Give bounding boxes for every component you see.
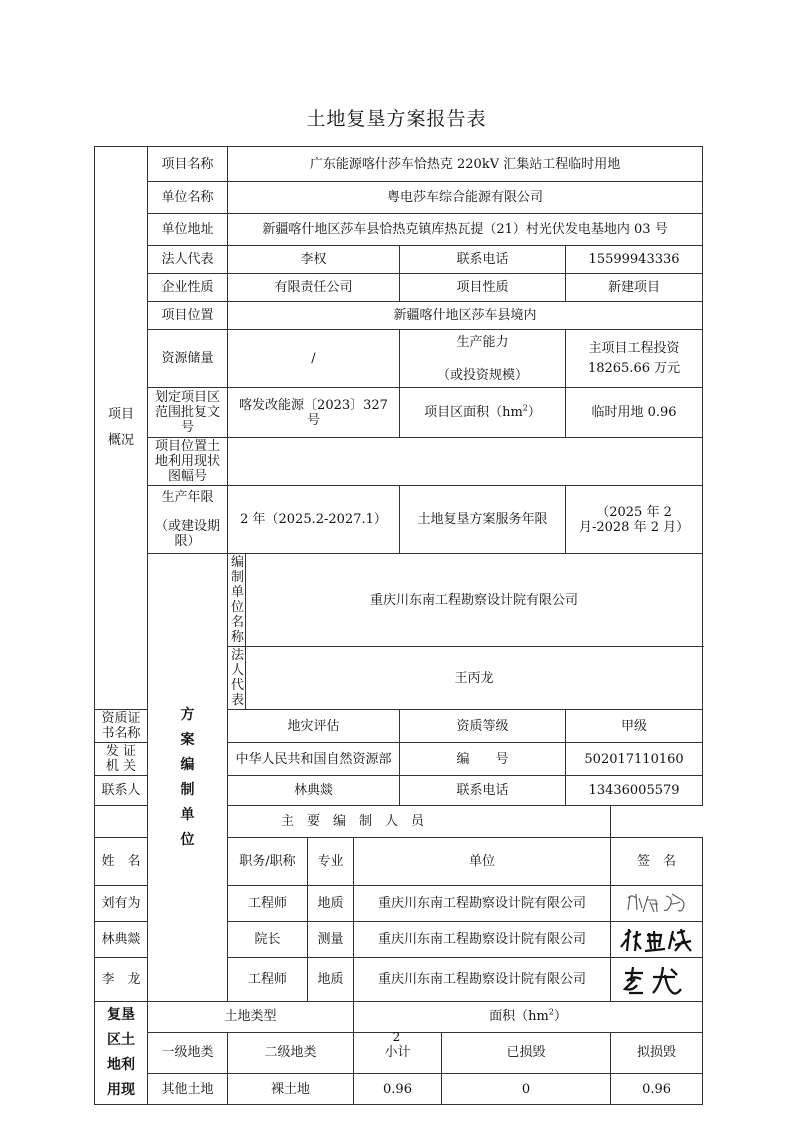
capacity-value-line1: 主项目工程投资 (588, 341, 680, 356)
land-type-header: 土地类型 (148, 1002, 354, 1033)
project-name-value: 广东能源喀什莎车恰热克 220kV 汇集站工程临时用地 (228, 147, 703, 182)
service-label: 土地复垦方案服务年限 (400, 486, 566, 554)
area-value: 临时用地 0.96 (566, 388, 703, 438)
project-nature-label: 项目性质 (400, 274, 566, 302)
service-value: （2025 年 2 月-2028 年 2 月） (566, 486, 703, 554)
staff-title: 工程师 (228, 958, 308, 1002)
unit-address-label: 单位地址 (148, 214, 228, 246)
col-unit: 单位 (354, 838, 611, 886)
level1-header: 一级地类 (148, 1032, 228, 1073)
staff-name: 林典燚 (95, 922, 148, 958)
contact-phone-value: 13436005579 (566, 776, 703, 806)
cert-value: 地灾评估 (228, 710, 400, 743)
area-label (400, 388, 566, 438)
row-unit-address (95, 214, 703, 246)
col-name: 姓 名 (95, 838, 148, 886)
issuer-value: 中华人民共和国自然资源部 (228, 743, 400, 776)
staff-signature (611, 958, 703, 1002)
approval-value: 喀发改能源〔2023〕327 号 (228, 388, 400, 438)
level2-header: 二级地类 (228, 1032, 354, 1073)
staff-major: 地质 (308, 886, 354, 922)
area-label-superscript: 2 (522, 403, 528, 413)
resource-label: 资源储量 (148, 330, 228, 388)
staff-major: 地质 (308, 958, 354, 1002)
section-land-use (95, 1002, 148, 1105)
area-header-superscript: 2 (548, 1008, 554, 1018)
section-label: 方案编制单位 (180, 706, 195, 848)
unit-name-value: 粤电莎车综合能源有限公司 (228, 182, 703, 214)
section-project-overview (95, 147, 148, 710)
subtotal-header: 小计 (354, 1032, 442, 1073)
approval-label: 划定项目区范围批复文号 (148, 388, 228, 438)
location-value: 新疆喀什地区莎车县境内 (228, 302, 703, 330)
contact-value: 林典燚 (228, 776, 400, 806)
section-label: 项目概况 (107, 407, 134, 448)
contact-label: 联系人 (95, 776, 148, 806)
staff-title: 院长 (228, 922, 308, 958)
grade-label: 资质等级 (400, 710, 566, 743)
resource-value: / (228, 330, 400, 388)
reclamation-form-table (94, 146, 703, 1105)
period-value: 2 年（2025.2-2027.1） (228, 486, 400, 554)
row-project-name (95, 147, 703, 182)
org-value: 重庆川东南工程勘察设计院有限公司 (246, 554, 703, 647)
project-nature-value: 新建项目 (566, 274, 703, 302)
section-label: 复垦区土地利用现 (107, 1007, 135, 1098)
signature-image (622, 890, 692, 918)
grade-value: 甲级 (566, 710, 703, 743)
page-number: 2 (392, 1030, 401, 1044)
area-label-close: ） (527, 405, 541, 420)
staff-name: 刘有为 (95, 886, 148, 922)
row-unit-name (95, 182, 703, 214)
row-period (95, 486, 703, 554)
row-land-header (95, 1002, 703, 1033)
col-sign: 签 名 (611, 838, 703, 886)
phone-label: 联系电话 (400, 246, 566, 274)
row-location (95, 302, 703, 330)
land-damaged: 0 (442, 1074, 611, 1105)
land-level1: 其他土地 (148, 1074, 228, 1105)
area-header (354, 1002, 703, 1033)
page-title: 土地复垦方案报告表 (306, 108, 487, 130)
capacity-value (566, 330, 703, 388)
signature-image (617, 925, 697, 955)
col-title: 职务/职称 (228, 838, 308, 886)
row-legal-rep (95, 246, 703, 274)
area-label-text: 项目区面积（hm (424, 405, 523, 420)
legal-rep-label: 法人代表 (148, 246, 228, 274)
legal-rep-value: 李权 (228, 246, 400, 274)
land-level2: 裸土地 (228, 1074, 354, 1105)
land-planned: 0.96 (611, 1074, 703, 1105)
capacity-label-line1: 生产能力 (456, 334, 509, 350)
area-header-text: 面积（hm (489, 1009, 549, 1025)
signature-image (617, 963, 697, 997)
damaged-header: 已损毁 (442, 1032, 611, 1073)
number-label: 编 号 (400, 743, 566, 776)
staff-name: 李 龙 (95, 958, 148, 1002)
enterprise-type-label: 企业性质 (148, 274, 228, 302)
staff-title: 工程师 (228, 886, 308, 922)
project-name-label: 项目名称 (148, 147, 228, 182)
phone-value: 15599943336 (566, 246, 703, 274)
cert-label: 资质证书名称 (95, 710, 148, 743)
location-label: 项目位置 (148, 302, 228, 330)
row-resource (95, 330, 703, 388)
staff-header: 主 要 编 制 人 员 (95, 806, 611, 838)
unit-address-value: 新疆喀什地区莎车县恰热克镇库热瓦提（21）村光伏发电基地内 03 号 (228, 214, 703, 246)
staff-unit: 重庆川东南工程勘察设计院有限公司 (354, 922, 611, 958)
row-org (95, 554, 703, 647)
land-subtotal: 0.96 (354, 1074, 442, 1105)
unit-name-label: 单位名称 (148, 182, 228, 214)
enterprise-type-value: 有限责任公司 (228, 274, 400, 302)
staff-unit: 重庆川东南工程勘察设计院有限公司 (354, 886, 611, 922)
row-map (95, 438, 703, 486)
number-value: 502017110160 (566, 743, 703, 776)
period-label-line2: （或建设期限） (154, 519, 220, 549)
capacity-label (400, 330, 566, 388)
planned-header: 拟损毁 (611, 1032, 703, 1073)
issuer-label: 发 证 机 关 (95, 743, 148, 776)
capacity-value-line2: 18265.66 万元 (587, 361, 681, 376)
map-label: 项目位置土地利用现状图幅号 (148, 438, 228, 486)
row-approval (95, 388, 703, 438)
rep-label: 法 人 代 表 (228, 647, 246, 710)
section-plan-unit (148, 554, 228, 1002)
period-label-line1: 生产年限 (161, 490, 214, 505)
staff-major: 测量 (308, 922, 354, 958)
capacity-label-line2: （或投资规模） (436, 367, 528, 383)
row-enterprise-type (95, 274, 703, 302)
contact-phone-label: 联系电话 (400, 776, 566, 806)
staff-signature (611, 886, 703, 922)
staff-unit: 重庆川东南工程勘察设计院有限公司 (354, 958, 611, 1002)
org-label: 编制单位名称 (228, 554, 246, 647)
col-major: 专业 (308, 838, 354, 886)
period-label (148, 486, 228, 554)
rep-value: 王丙龙 (246, 647, 703, 710)
map-value (228, 438, 703, 486)
table-row (95, 1074, 703, 1105)
area-header-close: ） (553, 1009, 567, 1025)
staff-signature (611, 922, 703, 958)
